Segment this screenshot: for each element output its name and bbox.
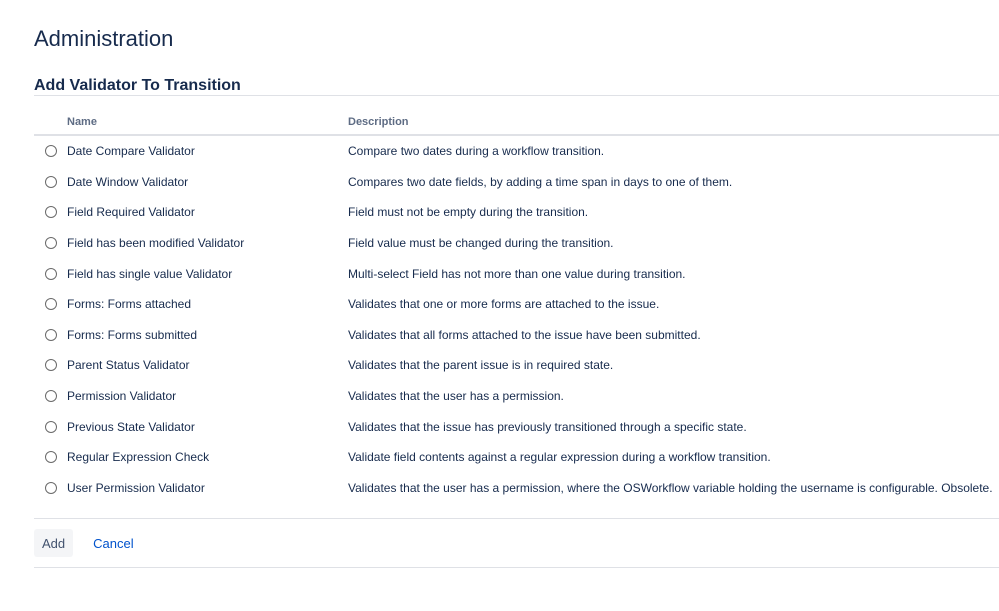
row-select-cell	[34, 145, 67, 157]
bottom-divider	[34, 567, 999, 568]
validator-description: Validate field contents against a regular expression during a workflow transition.	[348, 450, 771, 465]
row-select-cell	[34, 329, 67, 341]
validator-name: Regular Expression Check	[67, 450, 210, 465]
validator-name: Previous State Validator	[67, 419, 195, 434]
table-body	[34, 136, 999, 503]
table-row[interactable]	[34, 228, 999, 259]
validator-name: Field has single value Validator	[67, 266, 233, 281]
row-select-cell	[34, 176, 67, 188]
header-name: Name	[67, 116, 97, 128]
validator-table	[34, 110, 999, 503]
table-row[interactable]	[34, 381, 999, 412]
table-row[interactable]	[34, 411, 999, 442]
form-actions	[34, 529, 134, 557]
validator-description: Validates that the user has a permission.	[348, 389, 564, 404]
validator-radio[interactable]	[45, 237, 57, 249]
table-row[interactable]	[34, 167, 999, 198]
table-row[interactable]	[34, 320, 999, 351]
table-header	[34, 110, 999, 136]
row-select-cell	[34, 390, 67, 402]
row-select-cell	[34, 359, 67, 371]
validator-name: Permission Validator	[67, 389, 177, 404]
validator-radio[interactable]	[45, 482, 57, 494]
table-row[interactable]	[34, 258, 999, 289]
validator-radio[interactable]	[45, 421, 57, 433]
row-select-cell	[34, 482, 67, 494]
row-select-cell	[34, 298, 67, 310]
validator-radio[interactable]	[45, 329, 57, 341]
table-row[interactable]	[34, 289, 999, 320]
validator-radio[interactable]	[45, 451, 57, 463]
validator-radio[interactable]	[45, 176, 57, 188]
footer-divider	[34, 518, 999, 519]
validator-description: Field must not be empty during the transition.	[348, 205, 589, 220]
validator-description: Validates that all forms attached to the issue have been submitted.	[348, 327, 701, 342]
validator-radio[interactable]	[45, 359, 57, 371]
validator-description: Compares two date fields, by adding a time span in days to one of them.	[348, 174, 733, 189]
page-title: Administration	[34, 26, 174, 51]
row-select-cell	[34, 237, 67, 249]
row-select-cell	[34, 268, 67, 280]
validator-name: Date Window Validator	[67, 174, 189, 189]
add-button[interactable]: Add	[34, 529, 73, 557]
validator-radio[interactable]	[45, 390, 57, 402]
validator-description: Validates that one or more forms are attached to the issue.	[348, 297, 660, 312]
cancel-link[interactable]: Cancel	[93, 535, 134, 551]
validator-name: Forms: Forms attached	[67, 297, 192, 312]
row-select-cell	[34, 421, 67, 433]
table-row[interactable]	[34, 442, 999, 473]
table-row[interactable]	[34, 136, 999, 167]
table-row[interactable]	[34, 197, 999, 228]
row-select-cell	[34, 206, 67, 218]
validator-description: Validates that the parent issue is in required state.	[348, 358, 614, 373]
section-title: Add Validator To Transition	[34, 77, 241, 94]
section-divider	[34, 95, 999, 96]
header-description: Description	[348, 116, 409, 128]
validator-name: Field has been modified Validator	[67, 236, 245, 251]
validator-description: Validates that the user has a permission, where the OSWorkflow variable holding the username is configurable. Obsolete.	[348, 480, 993, 495]
validator-radio[interactable]	[45, 268, 57, 280]
validator-name: Date Compare Validator	[67, 144, 195, 159]
validator-name: Parent Status Validator	[67, 358, 190, 373]
validator-name: Forms: Forms submitted	[67, 327, 198, 342]
validator-radio[interactable]	[45, 206, 57, 218]
validator-description: Compare two dates during a workflow transition.	[348, 144, 605, 159]
validator-name: Field Required Validator	[67, 205, 195, 220]
row-select-cell	[34, 451, 67, 463]
validator-radio[interactable]	[45, 145, 57, 157]
table-row[interactable]	[34, 350, 999, 381]
table-row[interactable]	[34, 473, 999, 504]
validator-description: Multi-select Field has not more than one value during transition.	[348, 266, 686, 281]
validator-radio[interactable]	[45, 298, 57, 310]
validator-description: Field value must be changed during the transition.	[348, 236, 614, 251]
validator-description: Validates that the issue has previously transitioned through a specific state.	[348, 419, 747, 434]
validator-name: User Permission Validator	[67, 480, 205, 495]
